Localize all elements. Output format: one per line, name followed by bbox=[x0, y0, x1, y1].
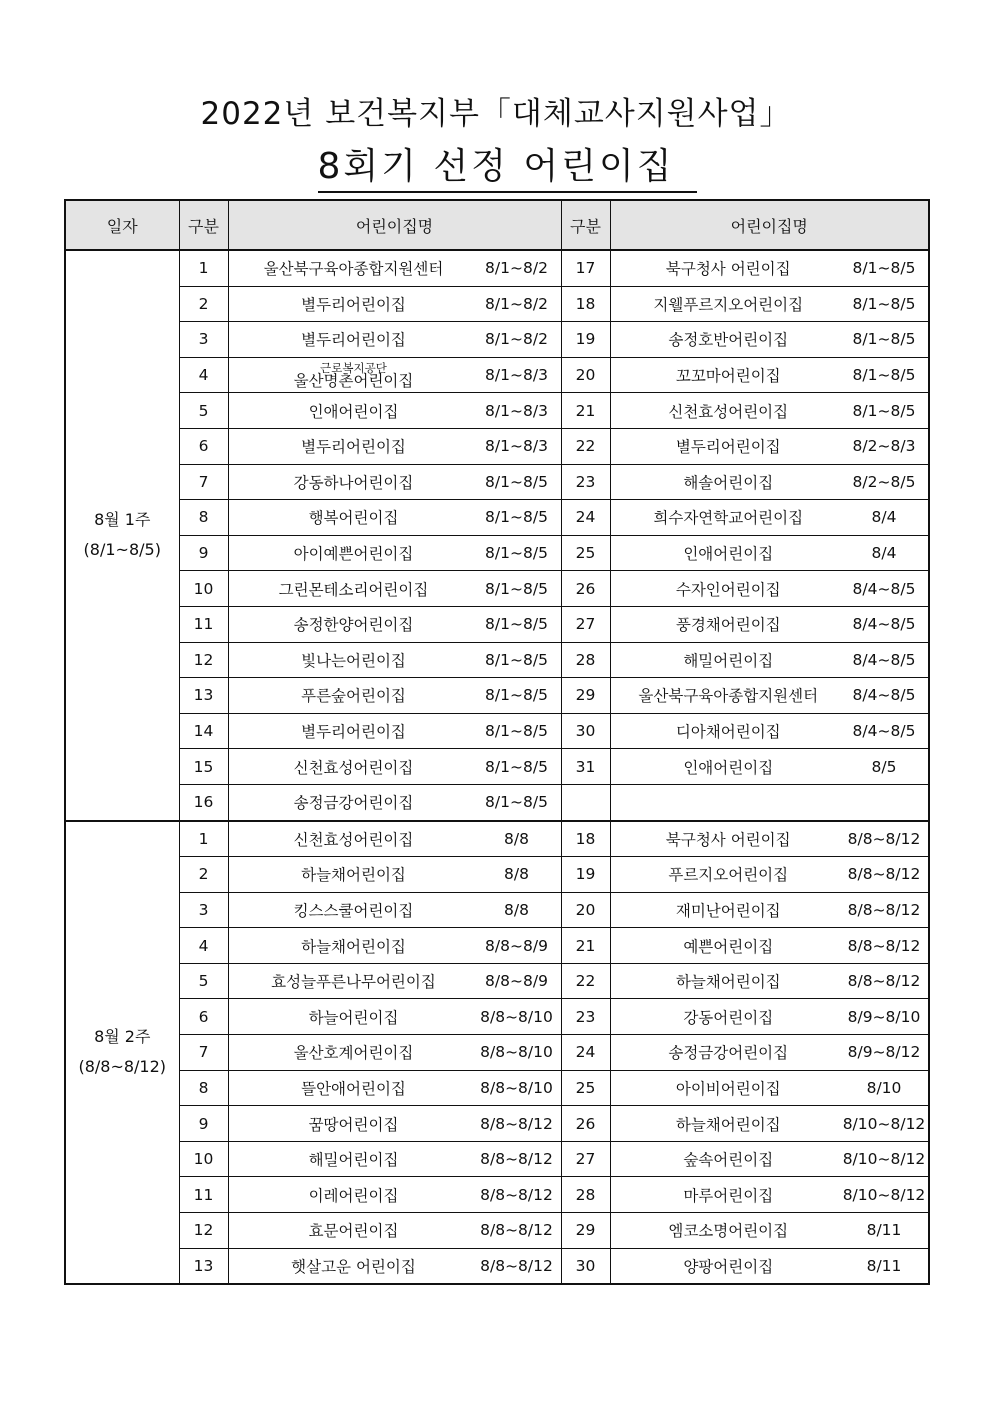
left-date: 8/1~8/5 bbox=[485, 686, 548, 705]
left-name: 이레어린이집 bbox=[308, 1186, 399, 1205]
table-row bbox=[65, 464, 929, 500]
right-daycare bbox=[610, 428, 929, 464]
left-name: 행복어린이집 bbox=[308, 509, 399, 528]
right-date: 8/1~8/5 bbox=[852, 294, 916, 313]
left-daycare bbox=[228, 642, 561, 678]
left-number: 16 bbox=[179, 784, 228, 820]
table-row bbox=[65, 678, 929, 714]
left-date: 8/8 bbox=[504, 900, 529, 919]
right-date: 8/2~8/5 bbox=[852, 472, 916, 491]
left-name: 별두리어린이집 bbox=[301, 723, 406, 742]
left-name: 꿈땅어린이집 bbox=[308, 1115, 399, 1134]
left-daycare bbox=[228, 1177, 561, 1213]
right-daycare bbox=[610, 464, 929, 500]
name-main: 울산명촌어린이집 bbox=[293, 372, 414, 391]
right-name: 숲속어린이집 bbox=[683, 1151, 774, 1170]
right-number: 24 bbox=[561, 1035, 610, 1071]
right-number: 29 bbox=[561, 1213, 610, 1249]
right-name: 신천효성어린이집 bbox=[668, 402, 789, 421]
right-date: 8/1~8/5 bbox=[852, 259, 916, 278]
left-name bbox=[229, 361, 473, 391]
left-name: 아이예쁜어린이집 bbox=[293, 545, 414, 564]
left-name: 인애어린이집 bbox=[308, 402, 399, 421]
right-date: 8/1~8/5 bbox=[852, 401, 916, 420]
left-date: 8/8~8/12 bbox=[480, 1185, 553, 1204]
table-row bbox=[65, 857, 929, 893]
left-date: 8/1~8/3 bbox=[485, 401, 548, 420]
header-name-left: 어린이집명 bbox=[228, 200, 561, 250]
left-number: 4 bbox=[179, 357, 228, 393]
left-date: 8/8~8/12 bbox=[480, 1114, 553, 1133]
right-daycare bbox=[610, 250, 929, 286]
document-subtitle bbox=[0, 138, 992, 193]
right-daycare bbox=[610, 784, 929, 820]
right-date: 8/9~8/10 bbox=[847, 1007, 921, 1026]
left-date: 8/1~8/3 bbox=[485, 437, 548, 456]
left-name: 푸른숲어린이집 bbox=[301, 687, 406, 706]
left-date: 8/1~8/5 bbox=[485, 544, 548, 563]
table-row bbox=[65, 500, 929, 536]
right-daycare bbox=[610, 393, 929, 429]
right-number: 27 bbox=[561, 1141, 610, 1177]
left-name: 효문어린이집 bbox=[308, 1222, 399, 1241]
left-number: 6 bbox=[179, 428, 228, 464]
left-name: 울산북구육아종합지원센터 bbox=[263, 260, 444, 279]
table-row bbox=[65, 713, 929, 749]
right-name: 강동어린이집 bbox=[683, 1008, 774, 1027]
right-name: 꼬꼬마어린이집 bbox=[675, 367, 781, 386]
left-number: 8 bbox=[179, 500, 228, 536]
left-name: 하늘어린이집 bbox=[308, 1008, 399, 1027]
right-number: 22 bbox=[561, 963, 610, 999]
right-name: 희수자연학교어린이집 bbox=[653, 509, 804, 528]
left-daycare bbox=[228, 999, 561, 1035]
right-daycare bbox=[610, 892, 929, 928]
left-number: 2 bbox=[179, 286, 228, 322]
right-number: 26 bbox=[561, 571, 610, 607]
table-row bbox=[65, 928, 929, 964]
right-number: 28 bbox=[561, 642, 610, 678]
left-daycare bbox=[228, 1070, 561, 1106]
left-number: 12 bbox=[179, 1213, 228, 1249]
right-number: 28 bbox=[561, 1177, 610, 1213]
right-number: 23 bbox=[561, 999, 610, 1035]
right-name: 마루어린이집 bbox=[683, 1186, 774, 1205]
table-row bbox=[65, 535, 929, 571]
left-daycare bbox=[228, 571, 561, 607]
left-name: 햇살고운 어린이집 bbox=[291, 1257, 416, 1276]
left-daycare bbox=[228, 857, 561, 893]
left-date: 8/1~8/5 bbox=[485, 757, 548, 776]
left-date: 8/1~8/5 bbox=[485, 615, 548, 634]
right-daycare bbox=[610, 1070, 929, 1106]
left-date: 8/1~8/3 bbox=[485, 366, 548, 385]
left-date: 8/1~8/5 bbox=[485, 793, 548, 812]
right-date: 8/4~8/5 bbox=[852, 615, 916, 634]
left-daycare bbox=[228, 1141, 561, 1177]
left-name: 별두리어린이집 bbox=[301, 295, 406, 314]
left-name: 송정한양어린이집 bbox=[293, 616, 414, 635]
right-number: 18 bbox=[561, 286, 610, 322]
left-daycare bbox=[228, 1213, 561, 1249]
left-name: 그린몬테소리어린이집 bbox=[278, 580, 429, 599]
table-row bbox=[65, 606, 929, 642]
table-row bbox=[65, 1070, 929, 1106]
right-date: 8/1~8/5 bbox=[852, 366, 916, 385]
right-date: 8/4~8/5 bbox=[852, 650, 916, 669]
header-date: 일자 bbox=[65, 200, 179, 250]
right-daycare bbox=[610, 571, 929, 607]
right-name: 수자인어린이집 bbox=[675, 580, 781, 599]
right-name: 인애어린이집 bbox=[683, 758, 774, 777]
right-number: 29 bbox=[561, 678, 610, 714]
left-name: 빛나는어린이집 bbox=[301, 651, 406, 670]
table-row bbox=[65, 1248, 929, 1284]
left-number: 8 bbox=[179, 1070, 228, 1106]
right-number: 18 bbox=[561, 821, 610, 857]
left-name: 별두리어린이집 bbox=[301, 438, 406, 457]
left-daycare bbox=[228, 428, 561, 464]
right-daycare bbox=[610, 1035, 929, 1071]
left-daycare bbox=[228, 678, 561, 714]
left-daycare bbox=[228, 286, 561, 322]
left-date: 8/1~8/5 bbox=[485, 472, 548, 491]
left-number: 5 bbox=[179, 963, 228, 999]
left-number: 10 bbox=[179, 1141, 228, 1177]
right-daycare bbox=[610, 535, 929, 571]
right-number: 17 bbox=[561, 250, 610, 286]
left-name: 송정금강어린이집 bbox=[293, 794, 414, 813]
left-name: 신천효성어린이집 bbox=[293, 830, 414, 849]
left-daycare bbox=[228, 1248, 561, 1284]
table-row bbox=[65, 357, 929, 393]
right-number: 30 bbox=[561, 713, 610, 749]
left-number: 11 bbox=[179, 606, 228, 642]
table-row bbox=[65, 642, 929, 678]
right-date: 8/4~8/5 bbox=[852, 686, 916, 705]
left-daycare bbox=[228, 784, 561, 820]
selection-table bbox=[64, 199, 930, 1285]
right-name: 예쁜어린이집 bbox=[683, 937, 774, 956]
left-daycare bbox=[228, 713, 561, 749]
right-number: 26 bbox=[561, 1106, 610, 1142]
left-number: 14 bbox=[179, 713, 228, 749]
right-date: 8/8~8/12 bbox=[847, 936, 921, 955]
table-row bbox=[65, 821, 929, 857]
left-name: 해밀어린이집 bbox=[308, 1151, 399, 1170]
right-daycare bbox=[610, 857, 929, 893]
right-number: 27 bbox=[561, 606, 610, 642]
right-number: 24 bbox=[561, 500, 610, 536]
right-daycare bbox=[610, 357, 929, 393]
right-name: 인애어린이집 bbox=[683, 545, 774, 564]
table-row bbox=[65, 963, 929, 999]
left-daycare bbox=[228, 821, 561, 857]
left-daycare bbox=[228, 892, 561, 928]
document-title: 2022년 보건복지부「대체교사지원사업」 bbox=[200, 96, 792, 132]
right-name: 하늘채어린이집 bbox=[675, 973, 781, 992]
left-number: 13 bbox=[179, 1248, 228, 1284]
right-date: 8/8~8/12 bbox=[847, 829, 921, 848]
left-number: 1 bbox=[179, 821, 228, 857]
left-date: 8/8 bbox=[504, 865, 529, 884]
header-no-right: 구분 bbox=[561, 200, 610, 250]
right-number: 31 bbox=[561, 749, 610, 785]
right-number: 25 bbox=[561, 535, 610, 571]
right-number: 19 bbox=[561, 857, 610, 893]
table-row bbox=[65, 286, 929, 322]
left-date: 8/1~8/2 bbox=[485, 294, 548, 313]
right-date: 8/2~8/3 bbox=[852, 437, 916, 456]
header-no-left: 구분 bbox=[179, 200, 228, 250]
right-daycare bbox=[610, 749, 929, 785]
left-number: 15 bbox=[179, 749, 228, 785]
left-date: 8/1~8/5 bbox=[485, 722, 548, 741]
table-row bbox=[65, 999, 929, 1035]
right-daycare bbox=[610, 642, 929, 678]
week-cell bbox=[65, 250, 179, 821]
right-daycare bbox=[610, 928, 929, 964]
right-number: 21 bbox=[561, 928, 610, 964]
week-label: 8월 1주 bbox=[94, 510, 151, 530]
table-row bbox=[65, 571, 929, 607]
table-row bbox=[65, 1106, 929, 1142]
table-row bbox=[65, 393, 929, 429]
right-daycare bbox=[610, 1106, 929, 1142]
right-name: 북구청사 어린이집 bbox=[665, 830, 791, 849]
table-row bbox=[65, 1177, 929, 1213]
right-name: 아이비어린이집 bbox=[675, 1079, 781, 1098]
right-number: 23 bbox=[561, 464, 610, 500]
right-daycare bbox=[610, 999, 929, 1035]
right-name: 해솔어린이집 bbox=[683, 473, 774, 492]
right-name: 디아채어린이집 bbox=[675, 723, 781, 742]
table-row bbox=[65, 250, 929, 286]
left-date: 8/8~8/9 bbox=[485, 972, 548, 991]
left-daycare bbox=[228, 535, 561, 571]
left-daycare bbox=[228, 606, 561, 642]
right-daycare bbox=[610, 500, 929, 536]
left-daycare bbox=[228, 357, 561, 393]
left-number: 7 bbox=[179, 1035, 228, 1071]
table-row bbox=[65, 1035, 929, 1071]
right-date: 8/10 bbox=[866, 1078, 902, 1097]
right-number: 20 bbox=[561, 357, 610, 393]
left-name: 효성늘푸른나무어린이집 bbox=[271, 973, 436, 992]
left-number: 3 bbox=[179, 892, 228, 928]
left-date: 8/1~8/2 bbox=[485, 330, 548, 349]
left-number: 12 bbox=[179, 642, 228, 678]
week-label: 8월 2주 bbox=[94, 1027, 151, 1047]
left-date: 8/1~8/5 bbox=[485, 650, 548, 669]
right-date: 8/9~8/12 bbox=[847, 1043, 921, 1062]
right-name: 울산북구육아종합지원센터 bbox=[638, 687, 819, 706]
week-range: (8/8~8/12) bbox=[78, 1057, 167, 1077]
left-name: 뜰안애어린이집 bbox=[301, 1079, 406, 1098]
right-daycare bbox=[610, 286, 929, 322]
left-date: 8/1~8/5 bbox=[485, 508, 548, 527]
left-number: 9 bbox=[179, 535, 228, 571]
subtitle-text: 8회기 선정 어린이집 bbox=[318, 138, 697, 193]
right-date: 8/4 bbox=[871, 544, 897, 563]
right-daycare bbox=[610, 713, 929, 749]
right-number: 22 bbox=[561, 428, 610, 464]
table-row bbox=[65, 1141, 929, 1177]
right-date: 8/4~8/5 bbox=[852, 722, 916, 741]
week-range: (8/1~8/5) bbox=[83, 540, 161, 560]
left-number: 9 bbox=[179, 1106, 228, 1142]
right-daycare bbox=[610, 1213, 929, 1249]
right-name: 엠코소명어린이집 bbox=[668, 1222, 789, 1241]
table-row bbox=[65, 1213, 929, 1249]
right-date: 8/5 bbox=[871, 757, 897, 776]
right-date: 8/11 bbox=[866, 1256, 902, 1275]
right-name: 북구청사 어린이집 bbox=[665, 260, 791, 279]
right-daycare bbox=[610, 606, 929, 642]
right-date: 8/10~8/12 bbox=[842, 1114, 926, 1133]
right-name: 해밀어린이집 bbox=[683, 651, 774, 670]
right-name: 풍경채어린이집 bbox=[675, 616, 781, 635]
right-number bbox=[561, 784, 610, 820]
left-daycare bbox=[228, 393, 561, 429]
left-date: 8/8~8/10 bbox=[480, 1043, 553, 1062]
left-date: 8/8~8/10 bbox=[480, 1007, 553, 1026]
right-number: 19 bbox=[561, 322, 610, 358]
right-daycare bbox=[610, 1248, 929, 1284]
right-name: 하늘채어린이집 bbox=[675, 1115, 781, 1134]
right-date: 8/8~8/12 bbox=[847, 972, 921, 991]
table-row bbox=[65, 784, 929, 820]
table-row bbox=[65, 322, 929, 358]
right-name: 양팡어린이집 bbox=[683, 1257, 774, 1276]
left-name: 울산호계어린이집 bbox=[293, 1044, 414, 1063]
table-body bbox=[65, 250, 929, 1284]
left-number: 6 bbox=[179, 999, 228, 1035]
right-date: 8/4~8/5 bbox=[852, 579, 916, 598]
table-row bbox=[65, 892, 929, 928]
right-number: 25 bbox=[561, 1070, 610, 1106]
left-date: 8/8~8/12 bbox=[480, 1256, 553, 1275]
table-header-row bbox=[65, 200, 929, 250]
right-daycare bbox=[610, 821, 929, 857]
right-daycare bbox=[610, 1141, 929, 1177]
right-daycare bbox=[610, 678, 929, 714]
left-name: 킹스스쿨어린이집 bbox=[293, 901, 414, 920]
header-name-right: 어린이집명 bbox=[610, 200, 929, 250]
left-daycare bbox=[228, 322, 561, 358]
right-name: 송정금강어린이집 bbox=[668, 1044, 789, 1063]
left-name: 강동하나어린이집 bbox=[293, 473, 414, 492]
left-name: 별두리어린이집 bbox=[301, 331, 406, 350]
table-row bbox=[65, 749, 929, 785]
right-number: 21 bbox=[561, 393, 610, 429]
left-number: 7 bbox=[179, 464, 228, 500]
left-date: 8/8~8/9 bbox=[485, 936, 548, 955]
right-daycare bbox=[610, 1177, 929, 1213]
right-date: 8/8~8/12 bbox=[847, 865, 921, 884]
left-daycare bbox=[228, 963, 561, 999]
left-daycare bbox=[228, 500, 561, 536]
left-daycare bbox=[228, 464, 561, 500]
left-number: 4 bbox=[179, 928, 228, 964]
left-date: 8/8 bbox=[504, 829, 529, 848]
left-number: 11 bbox=[179, 1177, 228, 1213]
right-name: 재미난어린이집 bbox=[675, 901, 781, 920]
right-date: 8/4 bbox=[871, 508, 897, 527]
left-daycare bbox=[228, 250, 561, 286]
right-name: 푸르지오어린이집 bbox=[668, 866, 789, 885]
left-name: 신천효성어린이집 bbox=[293, 758, 414, 777]
left-number: 1 bbox=[179, 250, 228, 286]
left-name: 하늘채어린이집 bbox=[301, 866, 406, 885]
left-number: 2 bbox=[179, 857, 228, 893]
right-date: 8/10~8/12 bbox=[842, 1185, 926, 1204]
left-daycare bbox=[228, 1035, 561, 1071]
right-daycare bbox=[610, 322, 929, 358]
left-number: 10 bbox=[179, 571, 228, 607]
left-number: 13 bbox=[179, 678, 228, 714]
left-daycare bbox=[228, 928, 561, 964]
right-name: 송정호반어린이집 bbox=[668, 331, 789, 350]
left-date: 8/8~8/10 bbox=[480, 1078, 553, 1097]
right-daycare bbox=[610, 963, 929, 999]
left-date: 8/8~8/12 bbox=[480, 1221, 553, 1240]
left-number: 5 bbox=[179, 393, 228, 429]
left-daycare bbox=[228, 1106, 561, 1142]
left-date: 8/1~8/2 bbox=[485, 259, 548, 278]
right-date: 8/1~8/5 bbox=[852, 330, 916, 349]
right-number: 20 bbox=[561, 892, 610, 928]
name-prefix: 근로복지공단 bbox=[320, 361, 387, 376]
right-number: 30 bbox=[561, 1248, 610, 1284]
table-row bbox=[65, 428, 929, 464]
right-date: 8/11 bbox=[866, 1221, 902, 1240]
left-date: 8/8~8/12 bbox=[480, 1150, 553, 1169]
right-name: 지웰푸르지오어린이집 bbox=[653, 295, 804, 314]
left-date: 8/1~8/5 bbox=[485, 579, 548, 598]
left-daycare bbox=[228, 749, 561, 785]
left-number: 3 bbox=[179, 322, 228, 358]
week-cell bbox=[65, 821, 179, 1285]
right-date: 8/10~8/12 bbox=[842, 1150, 926, 1169]
right-date: 8/8~8/12 bbox=[847, 900, 921, 919]
right-name: 별두리어린이집 bbox=[675, 438, 781, 457]
left-name: 하늘채어린이집 bbox=[301, 937, 406, 956]
